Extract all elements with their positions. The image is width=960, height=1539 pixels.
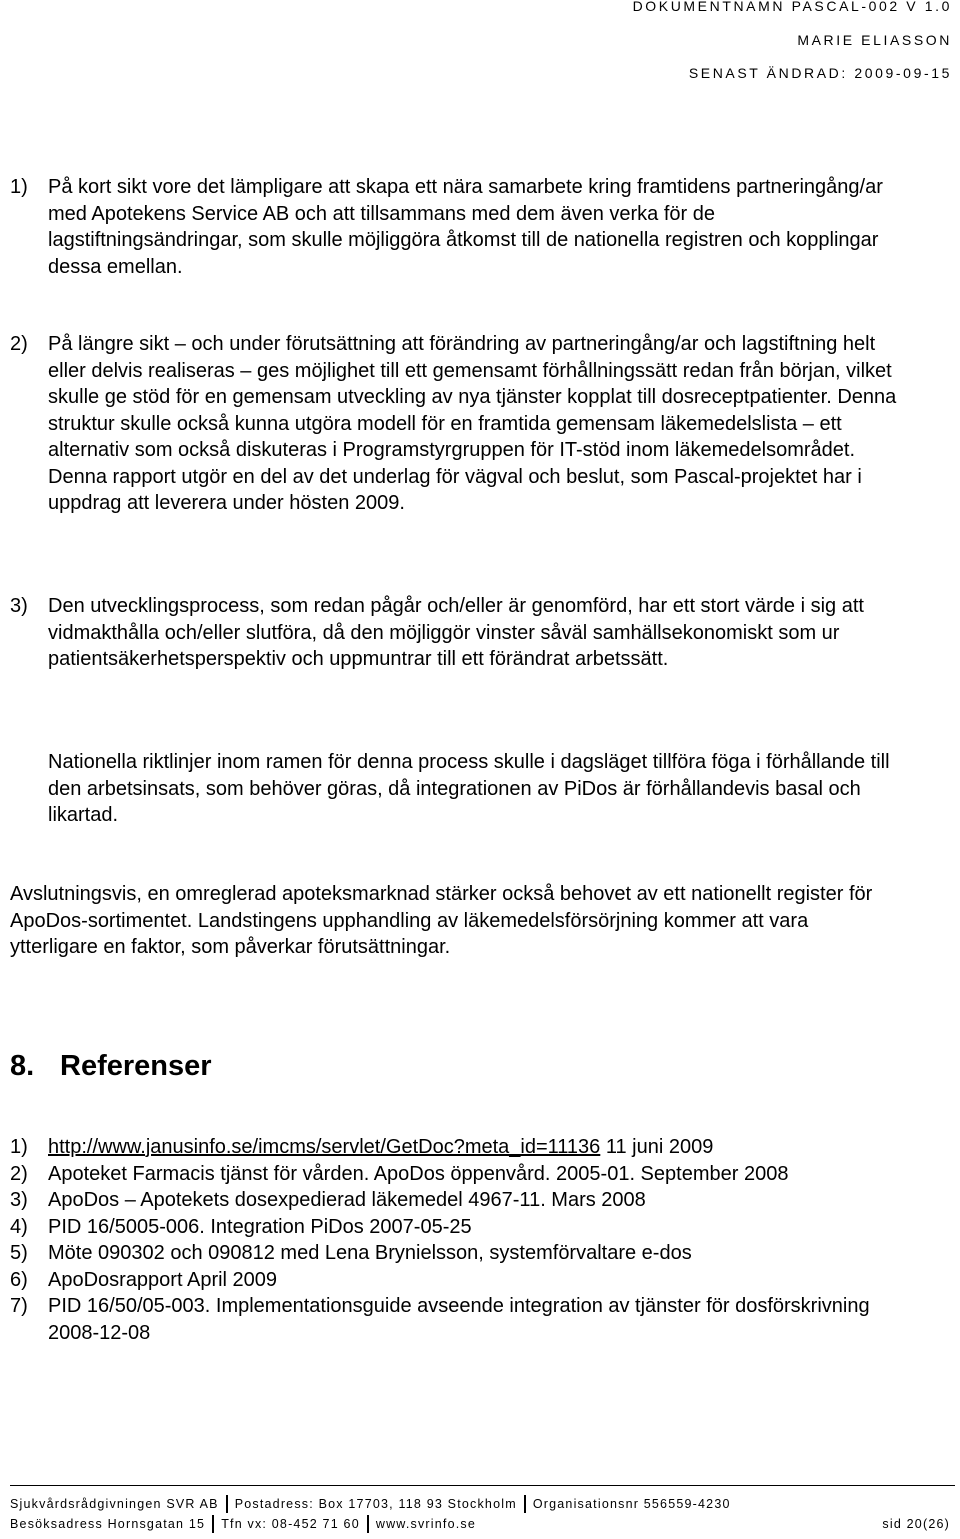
list-item-number: 2) (10, 333, 28, 355)
list-item-number: 1) (10, 176, 28, 198)
footer-visiting-address: Besöksadress Hornsgatan 15 (10, 1517, 206, 1531)
header-document-name: DOKUMENTNAMN PASCAL-002 V 1.0 (632, 0, 952, 14)
footer-organization: Sjukvårdsrådgivningen SVR AB (10, 1497, 219, 1511)
reference-text: PID 16/50/05-003. Implementationsguide avseende integration av tjänster för dosförskrivning 2008-12-08 (48, 1295, 870, 1344)
paragraph-avslutningsvis: Avslutningsvis, en omreglerad apoteksmarknad stärker också behovet av ett nationellt register för ApoDos-sortimentet. Landstingens upphandling av läkemedelsförsörjning kommer att vara ytterligare en faktor, som påverkar förutsättningar. (10, 883, 873, 958)
footer-website: www.svrinfo.se (367, 1515, 483, 1533)
reference-text: ApoDosrapport April 2009 (48, 1268, 278, 1291)
reference-date: 11 juni 2009 (600, 1136, 714, 1158)
reference-list (10, 1134, 900, 1346)
reference-text: PID 16/5005-006. Integration PiDos 2007-05-25 (48, 1215, 472, 1238)
reference-item-7 (10, 1293, 900, 1346)
section-number: 8. (10, 1050, 35, 1082)
footer-org-number: Organisationsnr 556559-4230 (524, 1495, 738, 1513)
reference-number: 3) (10, 1189, 28, 1211)
reference-text: ApoDos – Apotekets dosexpedierad läkemedel 4967-11. Mars 2008 (48, 1189, 646, 1211)
reference-number: 4) (10, 1215, 28, 1238)
reference-item-4 (10, 1214, 900, 1241)
footer-postal-address: Postadress: Box 17703, 118 93 Stockholm (226, 1495, 524, 1513)
reference-text (48, 1134, 900, 1161)
reference-item-2 (10, 1161, 900, 1188)
reference-text: Möte 090302 och 090812 med Lena Brynielsson, systemförvaltare e-dos (48, 1242, 692, 1264)
header-last-changed: SENAST ÄNDRAD: 2009-09-15 (688, 65, 952, 81)
reference-text: Apoteket Farmacis tjänst för vården. ApoDos öppenvård. 2005-01. September 2008 (48, 1162, 789, 1185)
header-author: MARIE ELIASSON (797, 32, 952, 48)
reference-number: 5) (10, 1242, 28, 1264)
reference-number: 6) (10, 1268, 28, 1291)
list-item-2 (10, 331, 900, 517)
reference-item-1 (10, 1134, 900, 1161)
footer-line-2 (10, 1515, 955, 1533)
section-title: Referenser (60, 1050, 212, 1082)
list-item-text: På längre sikt – och under förutsättning att förändring av partneringång/ar och lagstiftning helt eller delvis realiseras – ges möjlighet till ett gemensamt förhållningssätt redan från början, vilket skulle ge stöd för en gemensam utveckling av nya tjänster kopplat till dosreceptpatienter. Denna struktur skulle också kunna utgöra modell för en framtida gemensam läkemedelslista – ett alternativ som också diskuteras i Programstyrgruppen för IT-stöd inom läkemedelsområdet. Denna rapport utgör en del av det underlag för vägval och beslut, som Pascal-projektet har i uppdrag att leverera under hösten 2009. (48, 333, 897, 514)
footer-divider (10, 1485, 955, 1486)
list-item-1 (10, 174, 900, 280)
reference-item-3 (10, 1187, 900, 1214)
list-item-text: På kort sikt vore det lämpligare att skapa ett nära samarbete kring framtidens partneringång/ar med Apotekens Service AB och att tillsammans med dem även verka för de lagstiftningsändringar, som skulle möjliggöra åtkomst till de nationella registren och kopplingar dessa emellan. (48, 176, 883, 278)
reference-item-5 (10, 1240, 900, 1267)
paragraph-nationella-riktlinjer: Nationella riktlinjer inom ramen för denna process skulle i dagsläget tillföra föga i förhållande till den arbetsinsats, som behöver göras, då integrationen av PiDos är förhållandevis basal och likartad. (48, 751, 890, 826)
footer-line-1 (10, 1495, 955, 1513)
list-item-number: 3) (10, 595, 28, 617)
page-number: sid 20(26) (882, 1517, 950, 1531)
list-item-3 (10, 593, 900, 673)
reference-link[interactable]: http://www.janusinfo.se/imcms/servlet/GetDoc?meta_id=11136 (48, 1136, 601, 1158)
reference-item-6 (10, 1267, 900, 1294)
reference-number: 7) (10, 1295, 28, 1317)
list-item-text: Den utvecklingsprocess, som redan pågår och/eller är genomförd, har ett stort värde i sig att vidmakthålla och/eller slutföra, då den möjliggör vinster såväl samhällsekonomiskt som ur patientsäkerhetsperspektiv och uppmuntrar till ett förändrat arbetssätt. (48, 595, 864, 670)
footer-phone: Tfn vx: 08-452 71 60 (212, 1515, 367, 1533)
reference-number: 1) (10, 1136, 28, 1158)
reference-number: 2) (10, 1162, 28, 1185)
